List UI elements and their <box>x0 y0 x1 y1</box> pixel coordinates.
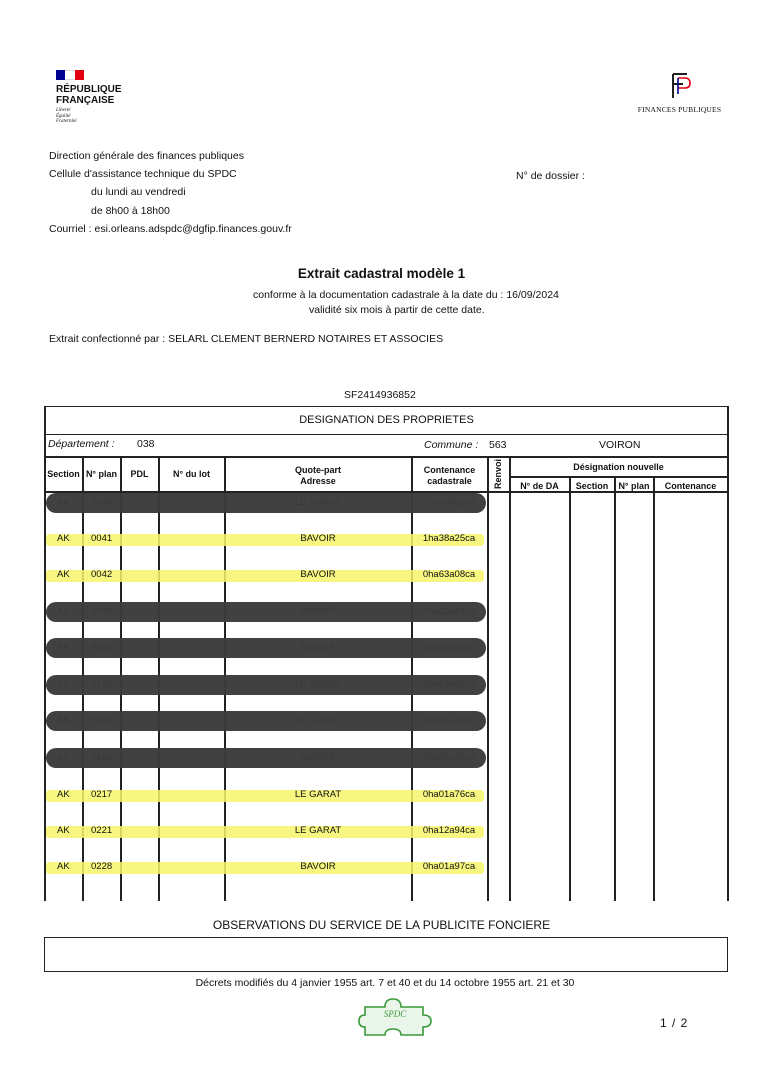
redaction-mark <box>46 748 486 768</box>
prepared-by: Extrait confectionné par : SELARL CLEMENT BERNERD NOTAIRES ET ASSOCIES <box>49 333 444 345</box>
cell-adresse: BAVOIR <box>300 533 336 544</box>
conformity-text: conforme à la documentation cadastrale à la date du : 16/09/2024 <box>253 289 559 301</box>
cell-contenance: 0ha12a94ca <box>422 825 476 836</box>
reference-number: SF2414936852 <box>344 389 416 401</box>
sender-line3: du lundi au vendredi <box>91 186 186 198</box>
validity-text: validité six mois à partir de cette date. <box>309 304 485 316</box>
departement-value: 038 <box>137 438 155 450</box>
cell-contenance: 0ha01a76ca <box>422 789 476 800</box>
sender-line2: Cellule d'assistance technique du SPDC <box>49 168 237 180</box>
col-section2: Section <box>575 481 609 491</box>
commune-label: Commune : <box>424 439 479 451</box>
cell-adresse: LE GARAT <box>294 789 342 800</box>
cell-adresse: BAVOIR <box>300 569 336 580</box>
col-n-da: N° de DA <box>520 481 559 491</box>
finances-publiques-label: FINANCES PUBLIQUES <box>637 105 722 114</box>
departement-label: Département : <box>48 438 115 450</box>
col-lot: N° du lot <box>172 469 211 479</box>
cell-adresse: BAVOIR <box>300 861 336 872</box>
dossier-label: N° de dossier : <box>516 170 585 182</box>
rf-name-line2: FRANÇAISE <box>56 95 115 106</box>
sender-line1: Direction générale des finances publiques <box>49 150 244 162</box>
cell-plan: 0221 <box>91 825 113 836</box>
cell-section: AK <box>57 789 70 800</box>
french-flag-icon <box>56 70 84 80</box>
col-adresse: Adresse <box>300 476 336 486</box>
document-title: Extrait cadastral modèle 1 <box>297 266 466 281</box>
motto-liberte: Liberté <box>56 108 71 113</box>
col-plan2: N° plan <box>618 481 650 491</box>
cell-contenance: 1ha38a25ca <box>422 533 476 544</box>
cell-adresse: LE GARAT <box>294 825 342 836</box>
cell-plan: 0042 <box>91 569 113 580</box>
cell-section: AK <box>57 861 70 872</box>
rf-name-line1: RÉPUBLIQUE <box>56 84 122 95</box>
col-contenance2: Contenance <box>664 481 717 491</box>
observations-title: OBSERVATIONS DU SERVICE DE LA PUBLICITE FONCIERE <box>212 918 551 932</box>
redaction-mark <box>46 602 486 622</box>
sender-line4: de 8h00 à 18h00 <box>91 205 170 217</box>
cell-plan: 0217 <box>91 789 113 800</box>
redaction-mark <box>46 711 486 731</box>
cell-section: AK <box>57 533 70 544</box>
col-plan: N° plan <box>85 469 118 479</box>
col-pdl: PDL <box>130 469 149 479</box>
cell-contenance: 0ha01a97ca <box>422 861 476 872</box>
redaction-mark <box>46 675 486 695</box>
col-contenance: Contenance <box>423 465 476 475</box>
cell-plan: 0041 <box>91 533 113 544</box>
col-designation-nouvelle: Désignation nouvelle <box>573 462 664 472</box>
spdc-puzzle-logo <box>355 995 435 1040</box>
redaction-mark <box>46 638 486 658</box>
stamp-text: SPDC <box>383 1009 407 1019</box>
decrets-text: Décrets modifiés du 4 janvier 1955 art. 7 et 40 et du 14 octobre 1955 art. 21 et 30 <box>195 977 575 989</box>
col-renvoi: Renvoi <box>493 459 503 490</box>
commune-name: VOIRON <box>599 439 641 451</box>
sender-courriel: Courriel : esi.orleans.adspdc@dgfip.finances.gouv.fr <box>49 223 292 235</box>
col-section: Section <box>47 469 80 479</box>
cell-section: AK <box>57 569 70 580</box>
col-quote-part: Quote-part <box>295 465 341 475</box>
motto-fraternite: Fraternité <box>56 119 77 124</box>
fp-monogram-icon <box>667 72 693 100</box>
observations-box <box>44 937 728 972</box>
redaction-mark <box>46 493 486 513</box>
republique-francaise-logo <box>56 70 146 125</box>
motto-egalite: Égalité <box>56 113 71 119</box>
table-title: DESIGNATION DES PROPRIETES <box>299 414 474 426</box>
finances-publiques-logo <box>632 72 727 114</box>
page-number: 1 / 2 <box>660 1016 689 1030</box>
cell-plan: 0228 <box>91 861 113 872</box>
commune-code: 563 <box>489 439 507 451</box>
col-cadastrale: cadastrale <box>427 476 472 486</box>
cell-contenance: 0ha63a08ca <box>422 569 476 580</box>
cell-section: AK <box>57 825 70 836</box>
